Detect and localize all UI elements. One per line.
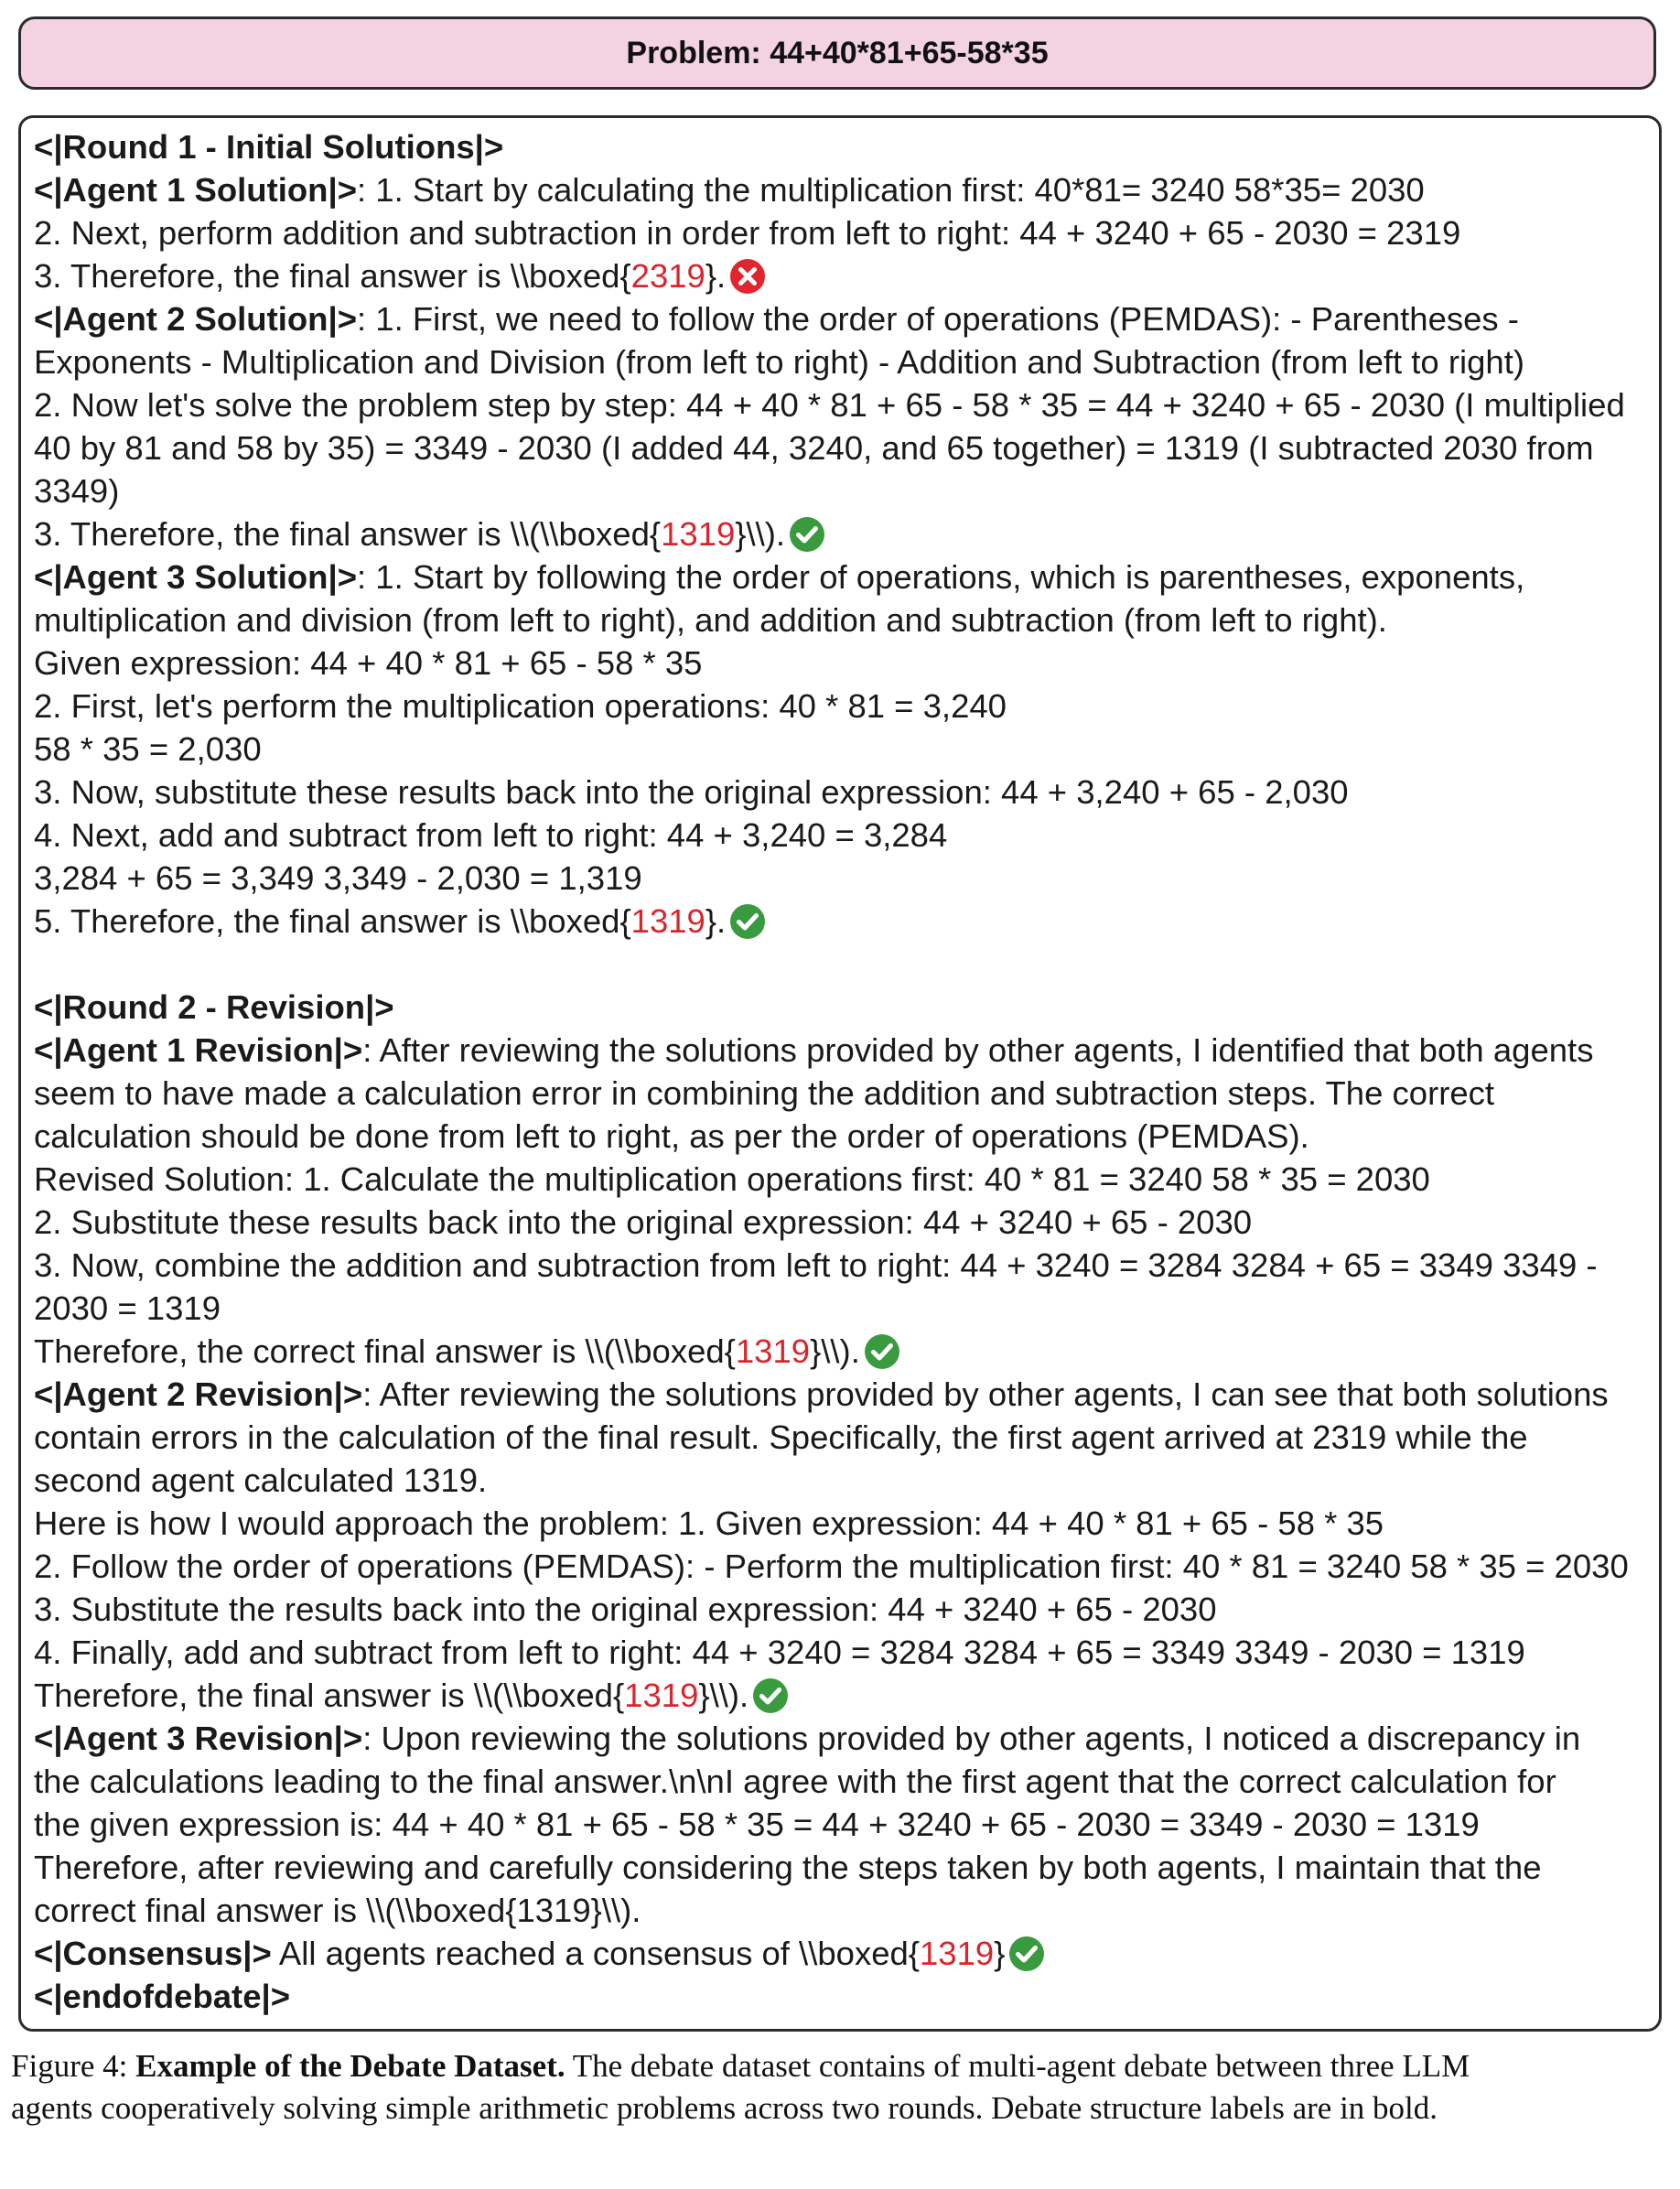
agent2-revision-final: Therefore, the final answer is \\(\\boxed{1319}\\). — [34, 1674, 1644, 1717]
figure-caption — [11, 2045, 1669, 2130]
end-of-debate-label: <|endofdebate|> — [34, 1978, 291, 2015]
round-separator — [34, 943, 1644, 986]
answer-value: 2319 — [630, 257, 705, 295]
agent2-solution-line2: Exponents - Multiplication and Division (from left to right) - Addition and Subtraction (from left to right) — [34, 343, 1525, 381]
answer-value: 1319 — [630, 902, 705, 940]
agent2-solution-line3: 2. Now let's solve the problem step by step: 44 + 40 * 81 + 65 - 58 * 35 = 44 + 3240 + 65 - 2030 (I multiplied — [34, 386, 1625, 424]
agent3-revision-label: <|Agent 3 Revision|> — [34, 1720, 363, 1757]
agent1-solution-final: 3. Therefore, the final answer is \\boxed{2319}. — [34, 254, 1644, 297]
agent1-revision-line6: 3. Now, combine the addition and subtraction from left to right: 44 + 3240 = 3284 3284 + 65 = 3349 3349 - — [34, 1246, 1598, 1284]
check-circle-icon — [864, 1333, 900, 1370]
agent1-revision-final: Therefore, the correct final answer is \\(\\boxed{1319}\\). — [34, 1330, 1644, 1373]
debate-transcript — [18, 115, 1662, 2032]
agent3-revision-line1: <|Agent 3 Revision|>: Upon reviewing the solutions provided by other agents, I noticed a discrepancy in — [34, 1720, 1581, 1757]
agent2-revision-line2: contain errors in the calculation of the final result. Specifically, the first agent arrived at 2319 while the — [34, 1418, 1528, 1456]
agent2-revision-line7: 4. Finally, add and subtract from left to right: 44 + 3240 = 3284 3284 + 65 = 3349 3349 - 2030 = 1319 — [34, 1634, 1525, 1671]
agent2-solution-final: 3. Therefore, the final answer is \\(\\boxed{1319}\\). — [34, 512, 1644, 555]
agent1-solution-label: <|Agent 1 Solution|> — [34, 171, 358, 209]
agent2-revision-line3: second agent calculated 1319. — [34, 1461, 488, 1499]
agent1-revision-label: <|Agent 1 Revision|> — [34, 1031, 363, 1069]
problem-label: Problem: 44+40*81+65-58*35 — [626, 35, 1049, 70]
x-circle-icon — [729, 258, 766, 295]
agent2-solution-line1: <|Agent 2 Solution|>: 1. First, we need to follow the order of operations (PEMDAS): - Parentheses - — [34, 300, 1519, 338]
check-circle-icon — [1008, 1936, 1045, 1972]
agent3-solution-line6: 3. Now, substitute these results back into the original expression: 44 + 3,240 + 65 - 2,030 — [34, 773, 1349, 811]
answer-value: 1319 — [919, 1935, 995, 1972]
agent1-solution-line2: 2. Next, perform addition and subtraction in order from left to right: 44 + 3240 + 65 - 2030 = 2319 — [34, 214, 1461, 252]
agent2-revision-line6: 3. Substitute the results back into the original expression: 44 + 3240 + 65 - 2030 — [34, 1591, 1217, 1628]
agent3-revision-line3: the given expression is: 44 + 40 * 81 + 65 - 58 * 35 = 44 + 3240 + 65 - 2030 = 3349 - 2030 = 1319 — [34, 1806, 1480, 1843]
agent1-revision-line3: calculation should be done from left to right, as per the order of operations (PEMDAS). — [34, 1117, 1309, 1155]
agent2-revision-label: <|Agent 2 Revision|> — [34, 1375, 363, 1413]
consensus-label: <|Consensus|> — [34, 1935, 272, 1972]
check-circle-icon — [729, 903, 766, 940]
agent2-revision-line5: 2. Follow the order of operations (PEMDAS): - Perform the multiplication first: 40 * 81 = 3240 58 * 35 = 2030 — [34, 1547, 1629, 1585]
round2-header: <|Round 2 - Revision|> — [34, 988, 394, 1026]
agent2-solution-line5: 3349) — [34, 472, 120, 510]
agent3-revision-line5: correct final answer is \\(\\boxed{1319}\\). — [34, 1892, 641, 1929]
caption-line1: Figure 4: Example of the Debate Dataset. The debate dataset contains of multi-agent debate between three LLM — [11, 2048, 1470, 2084]
agent2-solution-label: <|Agent 2 Solution|> — [34, 300, 358, 338]
agent3-solution-line1: <|Agent 3 Solution|>: 1. Start by following the order of operations, which is parentheses, exponents, — [34, 558, 1525, 596]
agent1-revision-line7: 2030 = 1319 — [34, 1289, 221, 1327]
answer-value: 1319 — [624, 1677, 699, 1714]
agent2-solution-line4: 40 by 81 and 58 by 35) = 3349 - 2030 (I added 44, 3240, and 65 together) = 1319 (I subtracted 2030 from — [34, 429, 1594, 467]
consensus-line: <|Consensus|> All agents reached a consensus of \\boxed{1319} — [34, 1932, 1644, 1975]
agent3-solution-label: <|Agent 3 Solution|> — [34, 558, 358, 596]
answer-value: 1319 — [661, 515, 736, 553]
agent1-revision-line1: <|Agent 1 Revision|>: After reviewing the solutions provided by other agents, I identified that both agents — [34, 1031, 1594, 1069]
agent1-revision-line2: seem to have made a calculation error in combining the addition and subtraction steps. The correct — [34, 1074, 1495, 1112]
agent3-solution-line4: 2. First, let's perform the multiplication operations: 40 * 81 = 3,240 — [34, 687, 1007, 725]
agent3-solution-final: 5. Therefore, the final answer is \\boxed{1319}. — [34, 900, 1644, 943]
agent2-revision-line4: Here is how I would approach the problem: 1. Given expression: 44 + 40 * 81 + 65 - 58 * 35 — [34, 1504, 1384, 1542]
caption-title: Example of the Debate Dataset. — [135, 2048, 565, 2084]
agent3-revision-line4: Therefore, after reviewing and carefully considering the steps taken by both agents, I maintain that the — [34, 1849, 1542, 1886]
agent1-revision-line5: 2. Substitute these results back into the original expression: 44 + 3240 + 65 - 2030 — [34, 1203, 1253, 1241]
round1-header: <|Round 1 - Initial Solutions|> — [34, 128, 504, 166]
check-circle-icon — [789, 516, 825, 553]
agent3-solution-line3: Given expression: 44 + 40 * 81 + 65 - 58 * 35 — [34, 644, 703, 682]
agent3-solution-line8: 3,284 + 65 = 3,349 3,349 - 2,030 = 1,319 — [34, 859, 642, 897]
answer-value: 1319 — [735, 1332, 811, 1370]
agent1-revision-line4: Revised Solution: 1. Calculate the multiplication operations first: 40 * 81 = 3240 58 * 35 = 2030 — [34, 1160, 1430, 1198]
agent1-solution-line1: <|Agent 1 Solution|>: 1. Start by calculating the multiplication first: 40*81= 3240 58*35= 2030 — [34, 171, 1425, 209]
agent3-solution-line7: 4. Next, add and subtract from left to right: 44 + 3,240 = 3,284 — [34, 816, 948, 854]
check-circle-icon — [752, 1677, 789, 1714]
caption-line2: agents cooperatively solving simple arithmetic problems across two rounds. Debate structure labels are in bold. — [11, 2090, 1438, 2126]
agent3-revision-line2: the calculations leading to the final answer.\n\nI agree with the first agent that the correct calculation for — [34, 1763, 1556, 1800]
agent3-solution-line2: multiplication and division (from left to right), and addition and subtraction (from left to right). — [34, 601, 1387, 639]
agent3-solution-line5: 58 * 35 = 2,030 — [34, 730, 262, 768]
problem-box — [18, 16, 1656, 90]
agent2-revision-line1: <|Agent 2 Revision|>: After reviewing the solutions provided by other agents, I can see that both solutions — [34, 1375, 1609, 1413]
